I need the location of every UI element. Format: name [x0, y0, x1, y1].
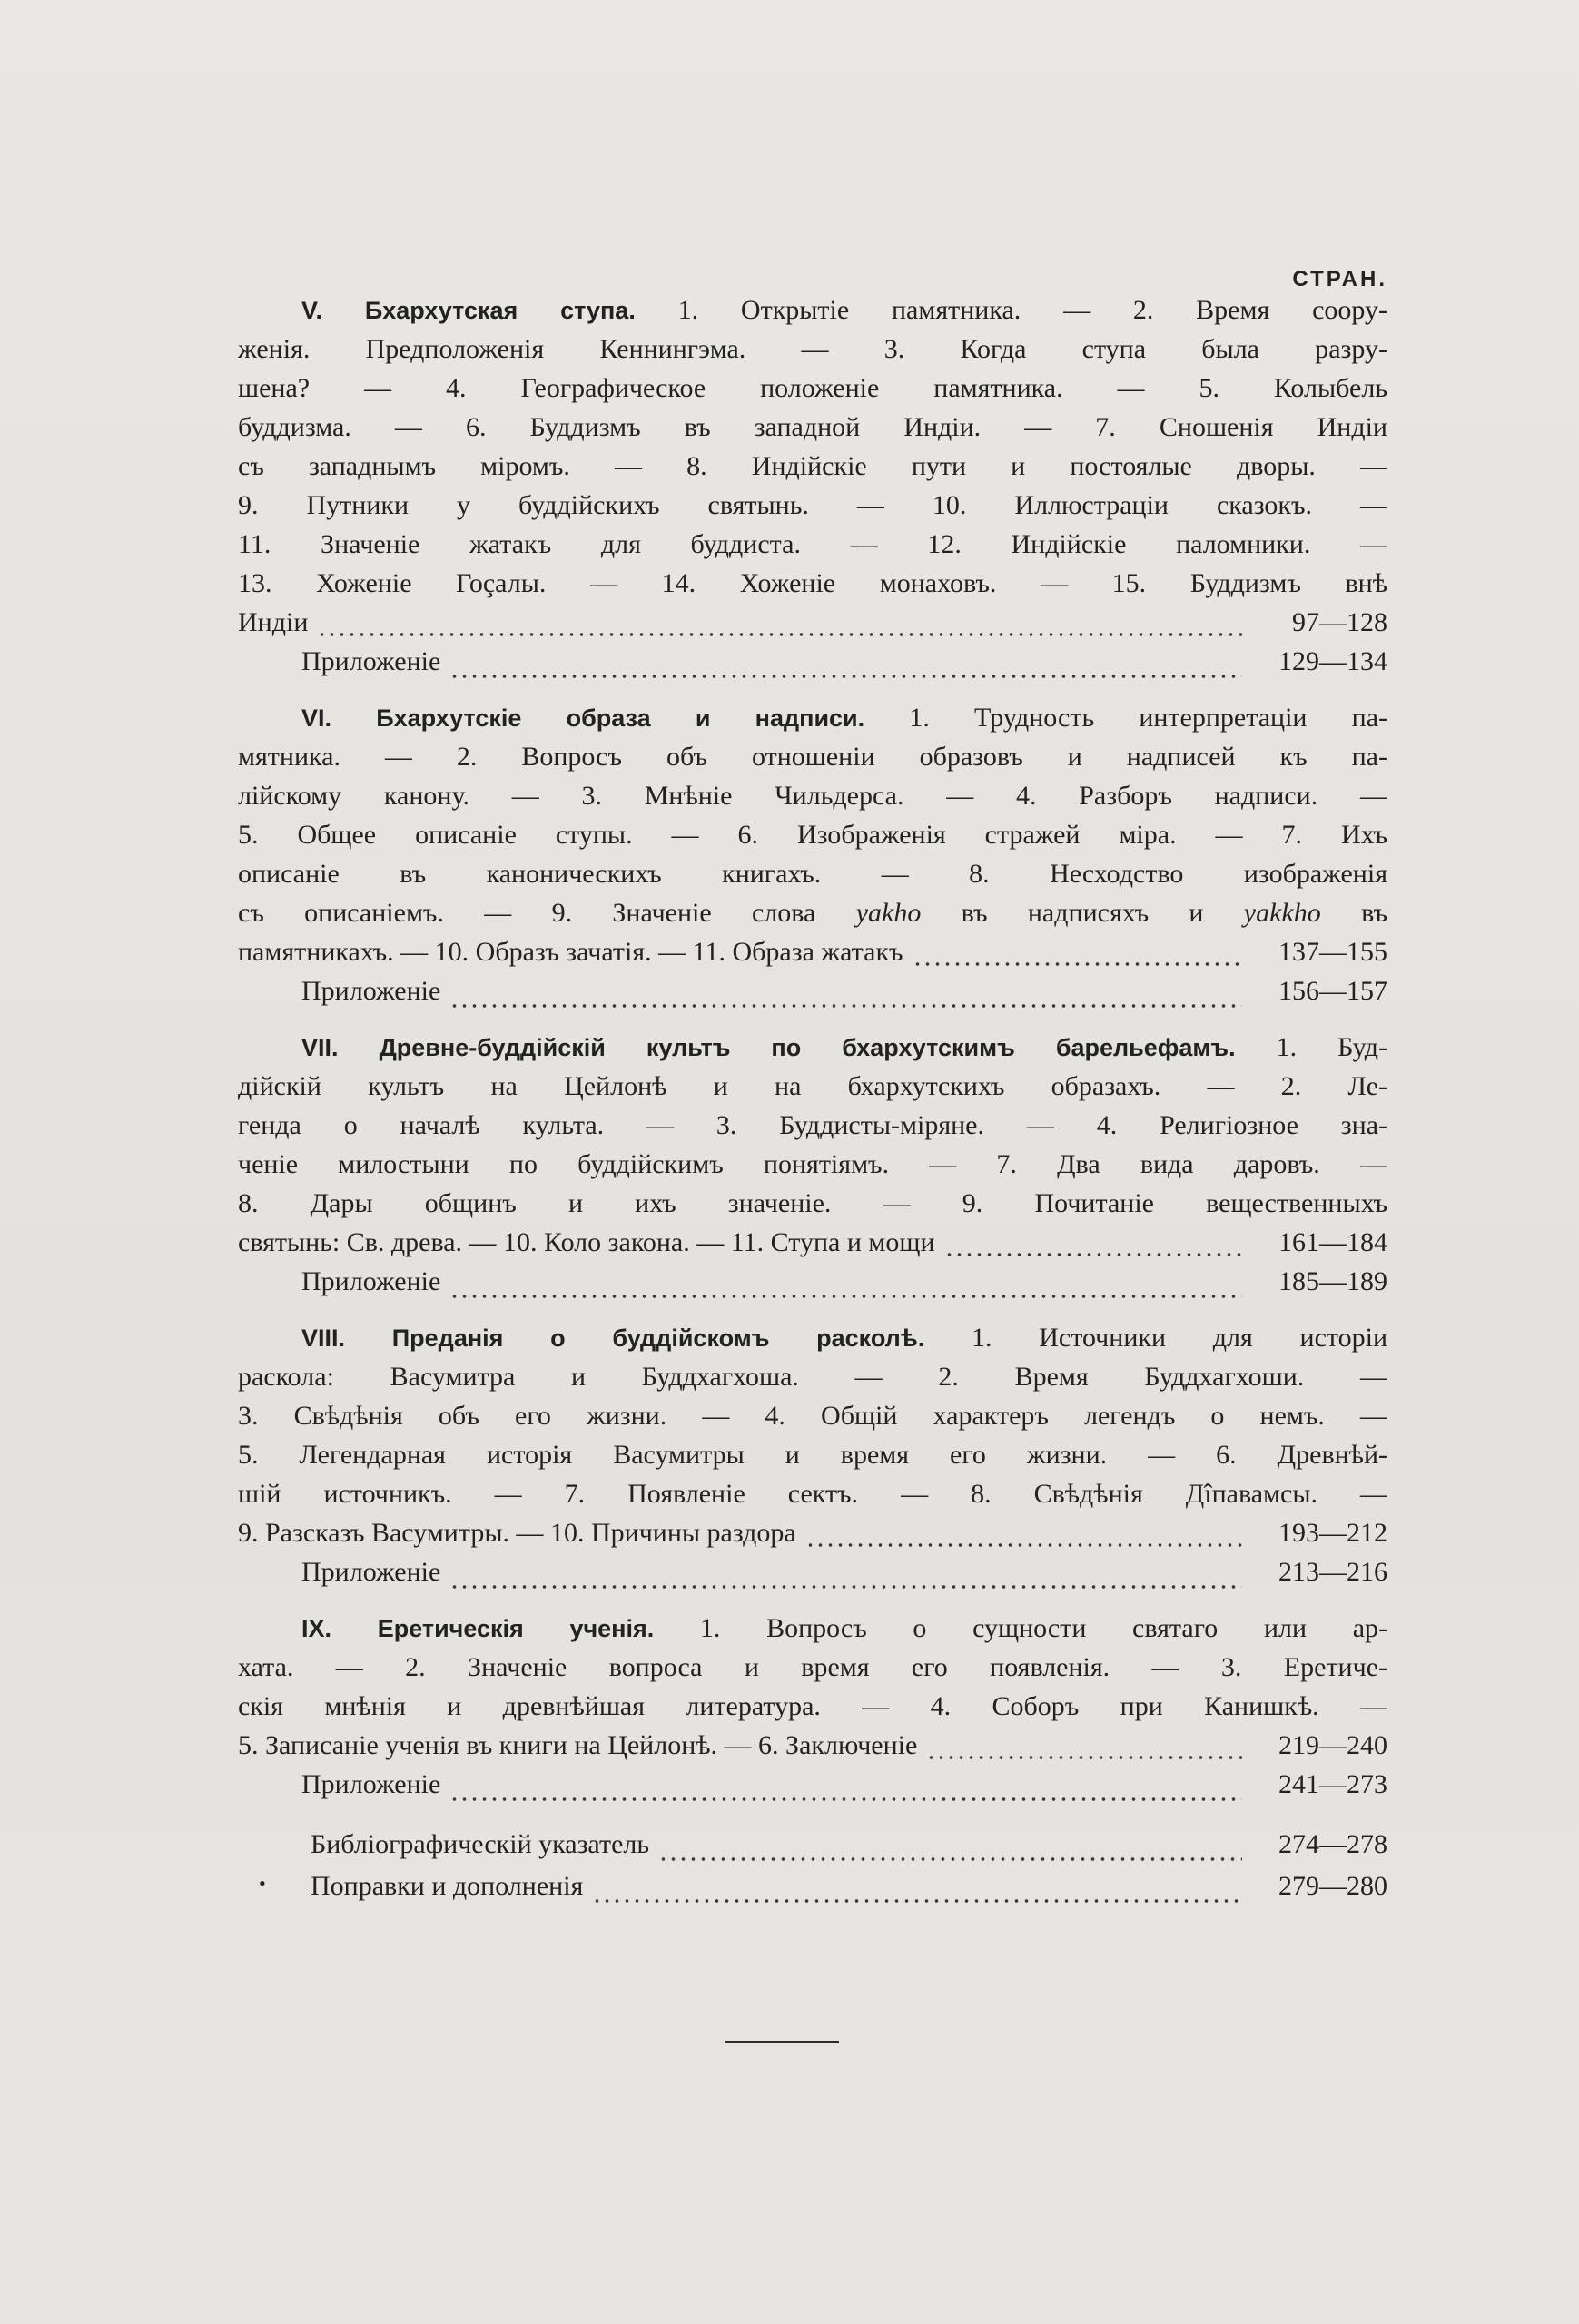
toc-line	[238, 1362, 1387, 1401]
toc-line	[238, 373, 1387, 412]
section-text: въ надписяхъ и	[961, 898, 1204, 928]
toc-section-ix	[238, 1613, 1387, 1811]
section-numeral: VI.	[301, 704, 332, 732]
toc-line	[238, 820, 1387, 859]
toc-section-vii	[238, 1032, 1387, 1308]
dot-leader	[913, 960, 1242, 969]
section-text: скія мнѣнія и древнѣйшая литература. — 4. Соборъ при Канишкѣ. —	[238, 1691, 1387, 1721]
toc-appendix-row	[238, 1769, 1387, 1811]
section-title: Бхархутская ступа.	[364, 297, 636, 324]
section-title: Бхархутскіе образа и надписи.	[376, 704, 865, 732]
section-text: 5. Общее описаніе ступы. — 6. Изображенія стражей міра. — 7. Ихъ	[238, 820, 1387, 850]
toc-line	[238, 1110, 1387, 1149]
toc-line	[238, 1323, 1387, 1362]
appendix-label: Приложеніе	[301, 646, 441, 676]
toc-section-viii	[238, 1323, 1387, 1599]
section-text: въ	[1361, 898, 1387, 928]
closing-rule	[725, 2041, 839, 2043]
toc-line	[238, 1479, 1387, 1518]
toc-extras	[238, 1829, 1387, 1913]
toc-line	[238, 295, 1387, 334]
dot-leader	[449, 1582, 1242, 1591]
dot-leader	[944, 1250, 1242, 1259]
toc-line	[238, 742, 1387, 781]
section-text: ченіе милостыни по буддійскимъ понятіямъ. — 7. Два вида даровъ. —	[238, 1149, 1387, 1179]
section-text: съ западнымъ міромъ. — 8. Индійскіе пути и постоялые дворы. —	[238, 451, 1387, 481]
section-text: 5. Легендарная исторія Васумитры и время его жизни. — 6. Древнѣй-	[238, 1440, 1387, 1470]
section-text: 1. Вопросъ о сущности святаго или ар-	[699, 1613, 1387, 1643]
page-range: 279—280	[1278, 1871, 1387, 1901]
section-numeral: V.	[301, 297, 323, 324]
page-range: 219—240	[1278, 1730, 1387, 1760]
toc-appendix-row	[238, 1557, 1387, 1599]
toc-line	[238, 451, 1387, 490]
section-text: 9. Разсказъ Васумитры. — 10. Причины раздора	[238, 1518, 796, 1548]
page-range: 129—134	[1278, 646, 1387, 676]
dot-leader	[449, 1001, 1242, 1010]
section-text: хата. — 2. Значеніе вопроса и время его появленія. — 3. Еретиче-	[238, 1652, 1387, 1682]
dot-leader	[805, 1541, 1242, 1550]
section-text: Индіи	[238, 607, 309, 637]
section-text: генда о началѣ культа. — 3. Буддисты-міряне. — 4. Религіозное зна-	[238, 1110, 1387, 1140]
section-text: раскола: Васумитра и Буддхагхоша. — 2. Время Буддхагхоши. —	[238, 1362, 1387, 1392]
section-text: 9. Путники у буддійскихъ святынь. — 10. Иллюстраціи сказокъ. —	[238, 490, 1387, 520]
pages-column-label: СТРАН.	[1292, 267, 1387, 291]
dot-leader	[317, 630, 1242, 639]
page-range: 97—128	[1292, 607, 1387, 637]
toc-line	[238, 490, 1387, 529]
section-title: Еретическія ученія.	[377, 1615, 655, 1642]
toc-line	[238, 568, 1387, 607]
toc-line	[238, 1032, 1387, 1071]
dot-leader	[926, 1753, 1242, 1762]
toc-line	[238, 529, 1387, 568]
toc-line	[238, 1227, 1387, 1266]
section-text: шена? — 4. Географическое положеніе памятника. — 5. Колыбель	[238, 373, 1387, 403]
page-range: 161—184	[1278, 1227, 1387, 1257]
page-range: 213—216	[1278, 1557, 1387, 1587]
section-text: 8. Дары общинъ и ихъ значеніе. — 9. Почитаніе вещественныхъ	[238, 1188, 1387, 1218]
toc-line	[238, 607, 1387, 646]
toc-line	[238, 1691, 1387, 1730]
toc-line	[238, 1188, 1387, 1227]
section-text: лійскому канону. — 3. Мнѣніе Чильдерса. — 4. Разборъ надписи. —	[238, 781, 1387, 811]
section-text: описаніе въ каноническихъ книгахъ. — 8. Несходство изображенія	[238, 859, 1387, 889]
toc-line	[238, 937, 1387, 976]
italic-term: yakkho	[1243, 898, 1321, 928]
section-text: памятникахъ. — 10. Образъ зачатія. — 11. Образа жатакъ	[238, 937, 903, 967]
appendix-label: Приложеніе	[301, 1769, 441, 1799]
section-text: 5. Записаніе ученія въ книги на Цейлонѣ. — 6. Заключеніе	[238, 1730, 918, 1760]
section-numeral: VIII.	[301, 1324, 346, 1352]
section-text: шій источникъ. — 7. Появленіе сектъ. — 8. Свѣдѣнія Дîпавамсы. —	[238, 1479, 1387, 1509]
section-text: 1. Трудность интерпретаціи па-	[909, 703, 1387, 733]
section-text: 3. Свѣдѣнія объ его жизни. — 4. Общій характеръ легендъ о немъ. —	[238, 1401, 1387, 1431]
appendix-label: Приложеніе	[301, 1266, 441, 1296]
toc-line	[238, 1730, 1387, 1769]
dot-leader	[592, 1896, 1242, 1905]
section-text: 1. Источники для исторіи	[972, 1323, 1387, 1353]
page-range: 193—212	[1278, 1518, 1387, 1548]
dot-leader	[658, 1855, 1242, 1864]
toc-appendix-row	[238, 1266, 1387, 1308]
table-of-contents	[238, 295, 1387, 1913]
section-text: дійскій культъ на Цейлонѣ и на бхархутскихъ образахъ. — 2. Ле-	[238, 1071, 1387, 1101]
italic-term: yakho	[855, 898, 922, 928]
toc-appendix-row	[238, 646, 1387, 688]
section-text: 11. Значеніе жатакъ для буддиста. — 12. Индійскіе паломники. —	[238, 529, 1387, 559]
section-text: 1. Буд-	[1276, 1032, 1387, 1062]
section-numeral: VII.	[301, 1034, 339, 1061]
section-text: 13. Хоженіе Гоçалы. — 14. Хоженіе монаховъ. — 15. Буддизмъ внѣ	[238, 568, 1387, 598]
section-numeral: IX.	[301, 1615, 332, 1642]
section-title: Преданія о буддійскомъ расколѣ.	[391, 1324, 925, 1352]
page-range: 156—157	[1278, 976, 1387, 1006]
section-text: съ описаніемъ. — 9. Значеніе слова	[238, 898, 816, 928]
bibliography-label: Библіографическій указатель	[311, 1829, 650, 1859]
toc-line	[238, 412, 1387, 451]
section-text: женія. Предположенія Кеннингэма. — 3. Когда ступа была разру-	[238, 334, 1387, 364]
section-text: буддизма. — 6. Буддизмъ въ западной Индіи. — 7. Сношенія Индіи	[238, 412, 1387, 442]
toc-line	[238, 781, 1387, 820]
section-text: святынь: Св. древа. — 10. Коло закона. — 11. Ступа и мощи	[238, 1227, 935, 1257]
page-range: 137—155	[1278, 937, 1387, 967]
toc-section-v	[238, 295, 1387, 688]
corrections-label: Поправки и дополненія	[311, 1871, 584, 1901]
page-range: 241—273	[1278, 1769, 1387, 1799]
toc-line	[238, 859, 1387, 898]
dot-leader	[449, 1292, 1242, 1301]
dot-leader	[449, 1795, 1242, 1804]
toc-line	[238, 1440, 1387, 1479]
toc-corrections-row	[238, 1871, 1387, 1913]
section-title: Древне-буддійскій культъ по бхархутскимъ барельефамъ.	[379, 1034, 1236, 1061]
toc-line	[238, 334, 1387, 373]
toc-line	[238, 1401, 1387, 1440]
toc-line	[238, 1149, 1387, 1188]
toc-appendix-row	[238, 976, 1387, 1018]
toc-line	[238, 1071, 1387, 1110]
toc-bibliography-row	[238, 1829, 1387, 1871]
section-text: 1. Открытіе памятника. — 2. Время соору-	[677, 295, 1387, 325]
appendix-label: Приложеніе	[301, 976, 441, 1006]
appendix-label: Приложеніе	[301, 1557, 441, 1587]
dot-leader	[449, 672, 1242, 681]
toc-line	[238, 1518, 1387, 1557]
toc-section-vi	[238, 703, 1387, 1018]
toc-line	[238, 1613, 1387, 1652]
toc-line	[238, 898, 1387, 937]
toc-line	[238, 1652, 1387, 1691]
section-text: мятника. — 2. Вопросъ объ отношеніи образовъ и надписей къ па-	[238, 742, 1387, 772]
page-range: 185—189	[1278, 1266, 1387, 1296]
page-range: 274—278	[1278, 1829, 1387, 1859]
toc-line	[238, 703, 1387, 742]
bullet-mark: •	[259, 1872, 266, 1895]
